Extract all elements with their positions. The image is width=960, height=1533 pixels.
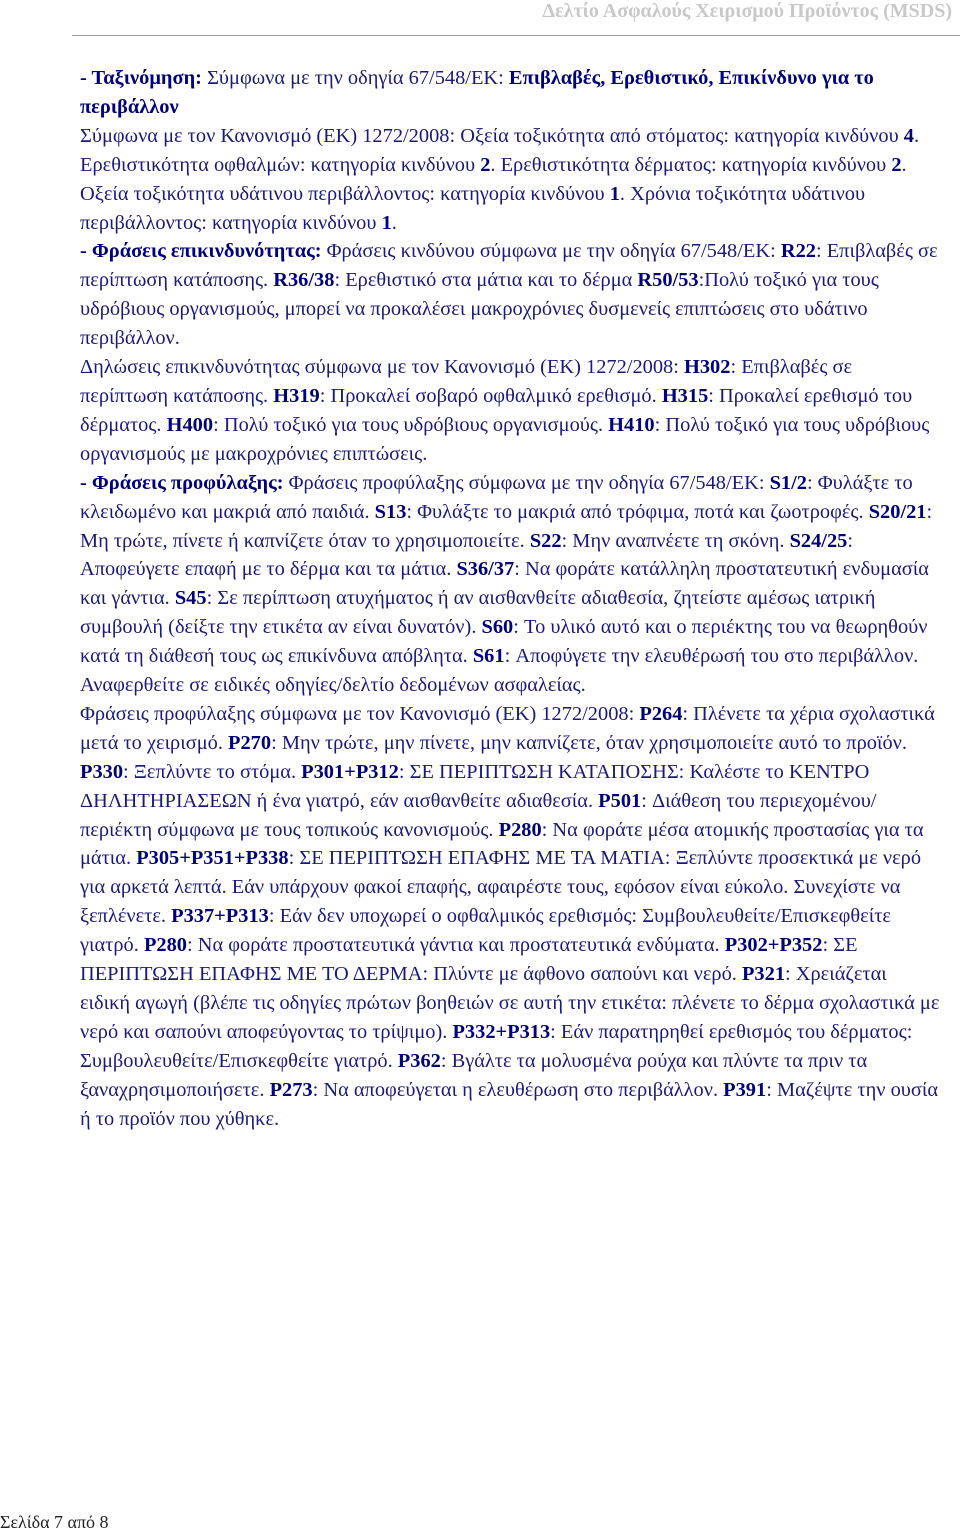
bold-run: P391 [723, 1078, 767, 1101]
bold-run: H302 [684, 356, 731, 379]
bold-run: Επιβλαβές, Ερεθιστικό, Επικίνδυνο για το περιβάλλον [80, 67, 874, 118]
bold-run: - Ταξινόμηση: [80, 67, 202, 89]
text-run: : Προκαλεί ερεθισμό του δέρματος. [80, 384, 913, 436]
bold-run: S20/21 [868, 500, 927, 523]
text-run: . Ερεθιστικότητα οφθαλμών: κατηγορία κινδύνου [80, 124, 920, 176]
bold-run: S61 [472, 645, 505, 668]
text-run: : Να φοράτε προστατευτικά γάντια και προστατευτικά ενδύματα. [187, 934, 725, 957]
text-run: : Ξεπλύντε το στόμα. [123, 760, 302, 783]
bold-run: P321 [741, 963, 786, 986]
text-run: : Αποφεύγετε επαφή με το δέρμα και τα μάτια. [80, 529, 854, 581]
bold-run: - Φράσεις προφύλαξης: [80, 471, 284, 494]
bold-run: S22 [529, 529, 562, 552]
text-run: : Βγάλτε τα μολυσμένα ρούχα και πλύντε τα πριν τα ξαναχρησιμοποιήσετε. [80, 1049, 868, 1101]
bold-run: P280 [498, 818, 542, 841]
bold-run: S60 [481, 616, 514, 639]
bold-run: R36/38 [273, 269, 335, 292]
document-body [80, 64, 940, 1134]
text-run: : Επιβλαβές σε περίπτωση κατάποσης. [80, 356, 853, 407]
bold-run: 2 [891, 153, 902, 176]
header-divider [72, 35, 960, 36]
paragraph [80, 469, 940, 700]
bold-run: H319 [273, 384, 320, 407]
bold-run: H315 [661, 384, 709, 407]
text-run: Φράσεις προφύλαξης σύμφωνα με την οδηγία 67/548/ΕΚ: [283, 471, 770, 494]
bold-run: S1/2 [769, 471, 807, 494]
paragraph [80, 353, 940, 469]
bold-run: P337+P313 [171, 905, 269, 928]
text-run: : Πολύ τοξικό για τους υδρόβιους οργανισμούς. [213, 413, 609, 436]
text-run: : Σε περίπτωση ατυχήματος ή αν αισθανθείτε αδιαθεσία, ζητείστε αμέσως ιατρική συμβουλή (δείξτε την ετικέτα αν είναι δυνατόν). [80, 587, 876, 639]
bold-run: 1 [609, 182, 620, 205]
text-run: : ΣΕ ΠΕΡΙΠΤΩΣΗ ΕΠΑΦΗΣ ΜΕ ΤΑ ΜΑΤΙΑ: Ξεπλύντε προσεκτικά με νερό για αρκετά λεπτά. Εάν υπάρχουν φακοί επαφής, αφαιρέστε τους, εφόσον είναι εύκολο. Συνεχίστε να ξεπλένετε. [80, 847, 922, 928]
bold-run: R22 [780, 240, 816, 263]
bold-run: S24/25 [789, 529, 848, 552]
text-run: : Αποφύγετε την ελευθέρωσή του στο περιβάλλον. Αναφερθείτε σε ειδικές οδηγίες/δελτίο δεδομένων ασφαλείας. [80, 645, 919, 697]
text-run: : Επιβλαβές σε περίπτωση κατάποσης. [80, 240, 938, 292]
text-run: : Να φοράτε κατάλληλη προστατευτική ενδυμασία και γάντια. [80, 558, 929, 610]
bold-run: - Φράσεις επικινδυνότητας: [80, 240, 322, 263]
bold-run: P301+P312 [301, 760, 399, 783]
bold-run: S45 [174, 587, 207, 610]
bold-run: H410 [608, 413, 655, 436]
bold-run: P305+P351+P338 [136, 847, 289, 870]
text-run: Φράσεις κινδύνου σύμφωνα με την οδηγία 67/548/ΕΚ: [321, 240, 781, 263]
bold-run: S13 [374, 500, 407, 523]
text-run: : Εάν δεν υποχωρεί ο οφθαλμικός ερεθισμός: Συμβουλευθείτε/Επισκεφθείτε γιατρό. [80, 905, 891, 957]
text-run: : Μαζέψτε την ουσία ή το προϊόν που χύθηκε. [80, 1078, 939, 1130]
bold-run: P501 [598, 789, 642, 812]
text-run: Φράσεις προφύλαξης σύμφωνα με τον Κανονισμό (ΕΚ) 1272/2008: [80, 702, 640, 725]
text-run: : Μην αναπνέετε τη σκόνη. [561, 529, 790, 552]
text-run: : Χρειάζεται ειδική αγωγή (βλέπε τις οδηγίες πρώτων βοηθειών σε αυτή την ετικέτα: πλένετε το δέρμα σχολαστικά με νερό και σαπούνι αποφεύγοντας το τρίψιμο). [80, 963, 940, 1043]
text-run: : Προκαλεί σοβαρό οφθαλμικό ερεθισμό. [319, 384, 662, 407]
text-run: : ΣΕ ΠΕΡΙΠΤΩΣΗ ΕΠΑΦΗΣ ΜΕ ΤΟ ΔΕΡΜΑ: Πλύντε με άφθονο σαπούνι και νερό. [80, 934, 858, 986]
text-run: Δηλώσεις επικινδυνότητας σύμφωνα με τον Κανονισμό (ΕΚ) 1272/2008: [80, 356, 684, 379]
text-run: : ΣΕ ΠΕΡΙΠΤΩΣΗ ΚΑΤΑΠΟΣΗΣ: Καλέστε το ΚΕΝΤΡΟ ΔΗΛΗΤΗΡΙΑΣΕΩΝ ή ένα γιατρό, εάν αισθανθείτε αδιαθεσία. [80, 760, 870, 812]
bold-run: P362 [397, 1049, 441, 1072]
text-run: : Πλένετε τα χέρια σχολαστικά μετά το χειρισμό. [80, 702, 935, 754]
bold-run: P332+P313 [452, 1020, 551, 1043]
bold-run: R50/53 [637, 269, 699, 292]
text-run: : Φυλάξτε το κλειδωμένο και μακριά από παιδιά. [80, 471, 913, 523]
text-run: : Διάθεση του περιεχομένου/περιέκτη σύμφωνα με τους τοπικούς κανονισμούς. [80, 789, 877, 841]
text-run: : Να φοράτε μέσα ατομικής προστασίας για τα μάτια. [80, 818, 924, 870]
bold-run: P264 [639, 702, 683, 725]
paragraph [80, 122, 940, 238]
text-run: Σύμφωνα με τον Κανονισμό (ΕΚ) 1272/2008: Οξεία τοξικότητα από στόματος: κατηγορία κινδύνου [80, 124, 904, 147]
bold-run: H400 [166, 413, 214, 436]
text-run: : Μη τρώτε, πίνετε ή καπνίζετε όταν το χρησιμοποιείτε. [80, 500, 933, 552]
bold-run: P270 [228, 731, 272, 754]
bold-run: P273 [269, 1078, 313, 1101]
text-run: : Πολύ τοξικό για τους υδρόβιους οργανισμούς με μακροχρόνιες επιπτώσεις. [80, 413, 930, 465]
text-run: : Εάν παρατηρηθεί ερεθισμός του δέρματος: Συμβουλευθείτε/Επισκεφθείτε γιατρό. [80, 1020, 913, 1072]
page-number: Σελίδα 7 από 8 [0, 1512, 109, 1532]
text-run: : Να αποφεύγεται η ελευθέρωση στο περιβάλλον. [312, 1078, 724, 1101]
document-header-title: Δελτίο Ασφαλούς Χειρισμού Προϊόντος (MSDS) [542, 0, 952, 22]
bold-run: 1 [381, 211, 392, 234]
bold-run: 4 [903, 124, 914, 147]
text-run: : Μην τρώτε, μην πίνετε, μην καπνίζετε, όταν χρησιμοποιείτε αυτό το προϊόν. [271, 731, 907, 754]
paragraph [80, 237, 940, 353]
text-run: :Πολύ τοξικό για τους υδρόβιους οργανισμούς, μπορεί να προκαλέσει μακροχρόνιες δυσμενείς επιπτώσεις στο υδάτινο περιβάλλον. [80, 269, 879, 350]
text-run: . Οξεία τοξικότητα υδάτινου περιβάλλοντος: κατηγορία κινδύνου [80, 153, 907, 205]
text-run: : Ερεθιστικό στα μάτια και το δέρμα [334, 269, 638, 292]
bold-run: P280 [143, 934, 187, 957]
bold-run: S36/37 [456, 558, 515, 581]
bold-run: P330 [80, 760, 124, 783]
text-run: . Ερεθιστικότητα δέρματος: κατηγορία κινδύνου [490, 153, 892, 176]
bold-run: 2 [480, 153, 491, 176]
text-run: : Το υλικό αυτό και ο περιέκτης του να θεωρηθούν κατά τη διάθεσή τους ως επικίνδυνα απόβλητα. [80, 616, 928, 668]
text-run: : Φυλάξτε το μακριά από τρόφιμα, ποτά και ζωοτροφές. [406, 500, 869, 523]
bold-run: P302+P352 [724, 934, 823, 957]
paragraph [80, 700, 940, 1134]
text-run: . [391, 211, 397, 234]
text-run: Σύμφωνα με την οδηγία 67/548/ΕΚ: [201, 67, 509, 89]
text-run: . Χρόνια τοξικότητα υδάτινου περιβάλλοντος: κατηγορία κινδύνου [80, 182, 866, 234]
paragraph [80, 64, 940, 122]
